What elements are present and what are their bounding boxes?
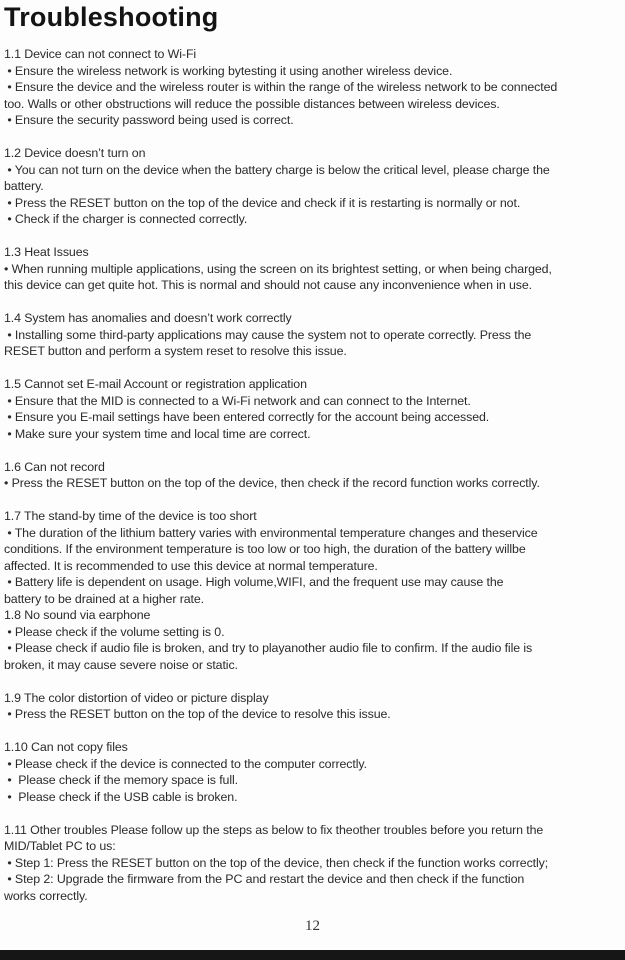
paragraph-group (4, 244, 622, 294)
text-line: • Please check if the device is connected to the computer correctly. (4, 756, 367, 771)
text-line: • Press the RESET button on the top of the device, then check if the record function works correctly. (4, 476, 540, 490)
section-heading: 1.2 Device doesn’t turn on (4, 146, 146, 160)
section-heading: 1.1 Device can not connect to Wi-Fi (4, 47, 197, 61)
text-line: • Please check if the USB cable is broken. (4, 789, 238, 804)
paragraph-group (4, 508, 622, 673)
paragraph-group (4, 145, 622, 228)
paragraph-group (4, 822, 622, 905)
text-line: RESET button and perform a system reset to resolve this issue. (4, 344, 347, 358)
text-line: this device can get quite hot. This is normal and should not cause any inconvenience when in use. (4, 278, 533, 292)
scan-edge-bottom (0, 950, 625, 960)
text-line: • Battery life is dependent on usage. High volume,WIFI, and the frequent use may cause the (4, 575, 504, 589)
text-line: • Please check if the memory space is full. (4, 773, 238, 787)
text-line: • Ensure the wireless network is working bytesting it using another wireless device. (4, 63, 453, 78)
text-line: • Press the RESET button on the top of the device and check if it is restarting is normally or not. (4, 195, 521, 210)
paragraph-group (4, 459, 622, 492)
section-heading: 1.3 Heat Issues (4, 245, 89, 259)
text-line: • Step 1: Press the RESET button on the top of the device, then check if the function works correctly; (4, 855, 549, 870)
text-line: affected. It is recommended to use this device at normal temperature. (4, 558, 378, 573)
text-line: • Press the RESET button on the top of the device to resolve this issue. (4, 707, 391, 721)
text-line: • Ensure you E-mail settings have been entered correctly for the account being accessed. (4, 410, 490, 424)
section-heading: 1.4 System has anomalies and doesn’t work correctly (4, 311, 292, 325)
section-heading: 1.8 No sound via earphone (4, 608, 151, 622)
text-line: works correctly. (4, 888, 88, 903)
text-line: • Please check if audio file is broken, and try to playanother audio file to confirm. If the audio file is (4, 641, 533, 655)
text-line: • Check if the charger is connected correctly. (4, 212, 248, 226)
content (4, 0, 622, 904)
paragraph-group (4, 46, 622, 129)
text-line: conditions. If the environment temperature is too low or too high, the duration of the battery willbe (4, 542, 526, 556)
paragraph-group (4, 690, 622, 723)
text-line: battery. (4, 179, 44, 193)
text-line: • You can not turn on the device when the battery charge is below the critical level, please charge the (4, 162, 550, 177)
text-line: • The duration of the lithium battery varies with environmental temperature changes and theservice (4, 525, 538, 540)
page-title: Troubleshooting (4, 2, 219, 32)
text-line: • Ensure the device and the wireless router is within the range of the wireless network to be connected (4, 80, 558, 94)
text-line: broken, it may cause severe noise or static. (4, 657, 238, 672)
paragraph-group (4, 310, 622, 360)
section-heading: 1.11 Other troubles Please follow up the steps as below to fix theother troubles before you return the (4, 822, 544, 837)
text-line: • Step 2: Upgrade the firmware from the PC and restart the device and then check if the function (4, 872, 525, 886)
text-line: MID/Tablet PC to us: (4, 839, 116, 853)
text-line: • When running multiple applications, using the screen on its brightest setting, or when being charged, (4, 261, 552, 276)
text-line: • Please check if the volume setting is 0. (4, 624, 225, 639)
text-line: • Installing some third-party applications may cause the system not to operate correctly. Press the (4, 327, 532, 342)
section-heading: 1.6 Can not record (4, 459, 105, 474)
text-line: • Ensure that the MID is connected to a Wi-Fi network and can connect to the Internet. (4, 393, 471, 408)
paragraph-group (4, 739, 622, 805)
section-heading: 1.7 The stand-by time of the device is too short (4, 509, 257, 523)
section-heading: 1.10 Can not copy files (4, 740, 128, 754)
text-line: • Make sure your system time and local time are correct. (4, 426, 311, 441)
paragraph-group (4, 376, 622, 442)
page-number: 12 (305, 918, 320, 934)
section-heading: 1.9 The color distortion of video or picture display (4, 690, 269, 705)
text-line: battery to be drained at a higher rate. (4, 591, 204, 606)
text-line: • Ensure the security password being used is correct. (4, 113, 294, 127)
section-heading: 1.5 Cannot set E-mail Account or registration application (4, 377, 307, 391)
text-line: too. Walls or other obstructions will reduce the possible distances between wireless devices. (4, 96, 500, 111)
